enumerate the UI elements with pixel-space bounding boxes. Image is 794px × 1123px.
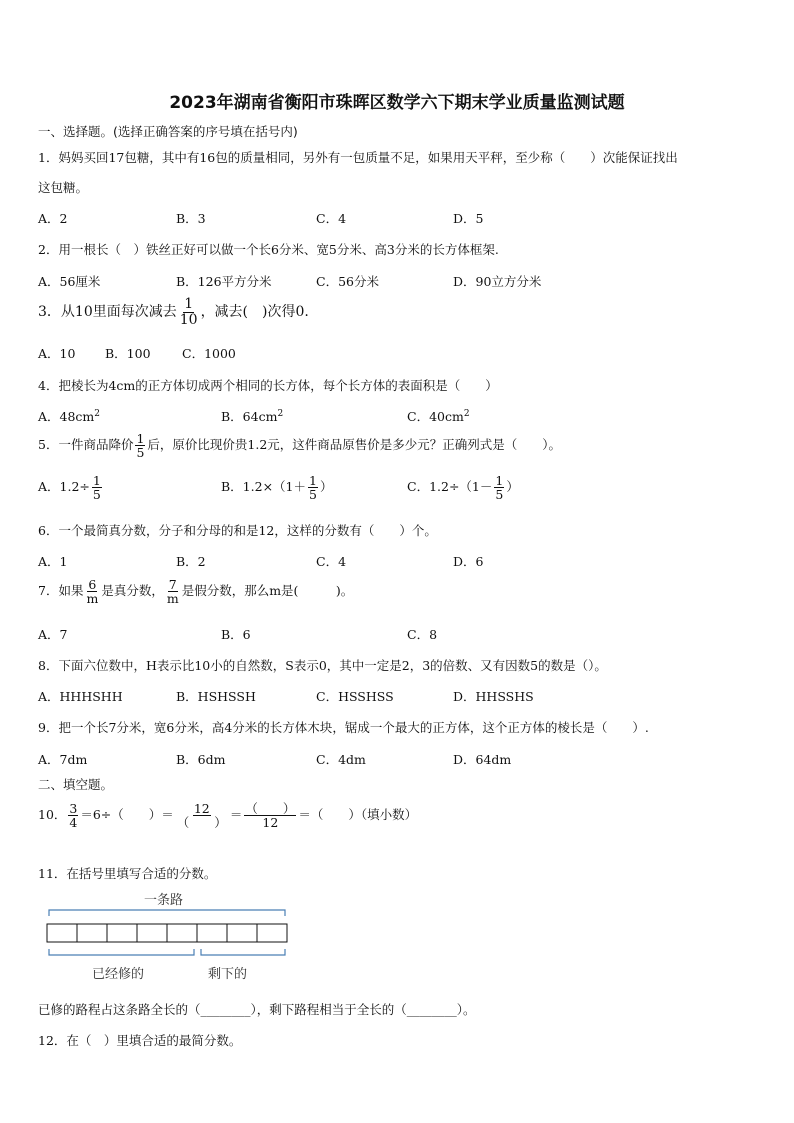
question-3-option-c: C．1000 xyxy=(182,346,236,361)
question-10-text: 10． $\frac{3}{4}$ ＝6÷（ ）＝ $\frac{12}{( )}$ ＝ $\frac{( )}{12}$ ＝（ ）（填小数） xyxy=(38,801,418,831)
question-5-option-c: C．1.2÷（1－ $\frac{1}{5}$ ） xyxy=(407,473,519,503)
question-11-answer: 已修的路程占这条路全长的（________），剩下路程相当于全长的（________）。 xyxy=(38,1002,476,1017)
question-9-text: 9．把一个长7分米，宽6分米，高4分米的长方体木块，锯成一个最大的正方体，这个正方体的棱长是（ ）. xyxy=(38,720,649,735)
section-heading-fill: 二、填空题。 xyxy=(38,777,114,792)
question-3-option-a: A．10 xyxy=(38,346,76,361)
question-4-option-b: B．$64cm^2$ xyxy=(221,408,284,424)
question-5-option-b: B．1.2×（1＋ $\frac{1}{5}$ ） xyxy=(221,473,333,503)
question-7-option-c: C．8 xyxy=(407,627,438,642)
question-1-option-a: A．2 xyxy=(38,211,68,226)
road-divisions xyxy=(77,924,257,942)
question-7-text: 7．如果 $\frac{6}{m}$ 是真分数， $\frac{7}{m}$ 是假分数，那么m是( )。 xyxy=(38,577,354,607)
question-3-post: ，减去( )次得0. xyxy=(200,304,309,321)
fraction-3-4: $\frac{3}{4}$ xyxy=(69,801,78,831)
question-2-text: 2．用一根长（ ）铁丝正好可以做一个长6分米、宽5分米、高3分米的长方体框架. xyxy=(38,242,499,257)
question-8-option-d: D．HHSSHS xyxy=(453,689,534,704)
page-title: 2023年湖南省衡阳市珠晖区数学六下期末学业质量监测试题 xyxy=(169,93,625,113)
question-2-option-a: A．56厘米 xyxy=(38,274,101,289)
question-2-option-c: C．56分米 xyxy=(316,274,379,289)
road-top-brace xyxy=(49,910,285,916)
fraction-12-blank: $\frac{12}{( )}$ xyxy=(176,801,227,831)
fraction-1-5: $\frac{1}{5}$ xyxy=(136,431,145,461)
question-9-option-d: D．64dm xyxy=(453,752,512,767)
question-5-text: 5．一件商品降价 $\frac{1}{5}$ 后，原价比现价贵1.2元，这件商品原售价是多少元？正确列式是（ ）。 xyxy=(38,431,562,461)
road-left-brace xyxy=(201,949,285,955)
question-8-option-c: C．HSSHSS xyxy=(316,689,394,704)
question-6-option-d: D．6 xyxy=(453,554,484,569)
fraction-blank-12: $\frac{( )}{12}$ xyxy=(245,801,296,831)
fraction-7-m: $\frac{7}{m}$ xyxy=(166,577,179,607)
question-9-option-a: A．7dm xyxy=(38,752,88,767)
question-11-text: 11．在括号里填写合适的分数。 xyxy=(38,866,217,881)
question-6-option-b: B．2 xyxy=(176,554,206,569)
section-heading-choice: 一、选择题。(选择正确答案的序号填在括号内) xyxy=(38,124,298,139)
question-5-option-a: A．1.2÷ $\frac{1}{5}$ xyxy=(38,473,101,503)
question-4-option-a: A．$48cm^2$ xyxy=(38,408,101,424)
question-4-option-c: C．$40cm^2$ xyxy=(407,408,470,424)
fraction-1-10: $\frac{1}{10}$ xyxy=(179,296,198,328)
question-1-option-d: D．5 xyxy=(453,211,484,226)
question-12-text: 12．在（ ）里填合适的最简分数。 xyxy=(38,1033,242,1048)
question-4-text: 4．把棱长为4cm的正方体切成两个相同的长方体，每个长方体的表面积是（ ） xyxy=(38,378,498,393)
question-2-option-d: D．90立方分米 xyxy=(453,274,542,289)
road-done-brace xyxy=(49,949,194,955)
question-9-option-c: C．4dm xyxy=(316,752,366,767)
done-label: 已经修的 xyxy=(92,967,145,982)
question-1-option-b: B．3 xyxy=(176,211,206,226)
question-3-text xyxy=(38,297,309,327)
question-1-option-c: C．4 xyxy=(316,211,347,226)
question-7-option-b: B．6 xyxy=(221,627,251,642)
question-1-text-cont: 这包糖。 xyxy=(38,180,89,195)
question-8-option-a: A．HHHSHH xyxy=(38,689,123,704)
question-6-option-c: C．4 xyxy=(316,554,347,569)
question-1-text: 1．妈妈买回17包糖，其中有16包的质量相同，另外有一包质量不足，如果用天平秤，至少称（ ）次能保证找出 xyxy=(38,150,678,165)
road-label: 一条路 xyxy=(144,893,184,908)
left-label: 剩下的 xyxy=(208,967,248,982)
question-7-option-a: A．7 xyxy=(38,627,68,642)
question-6-text: 6．一个最简真分数，分子和分母的和是12，这样的分数有（ ）个。 xyxy=(38,523,437,538)
question-8-text: 8．下面六位数中，H表示比10小的自然数，S表示0，其中一定是2，3的倍数、又有因数5的数是（）。 xyxy=(38,658,607,673)
question-9-option-b: B．6dm xyxy=(176,752,226,767)
question-3-pre: 3．从10里面每次减去 xyxy=(38,304,177,321)
question-3-option-b: B．100 xyxy=(105,346,151,361)
question-8-option-b: B．HSHSSH xyxy=(176,689,256,704)
fraction-6-m: $\frac{6}{m}$ xyxy=(86,577,99,607)
question-6-option-a: A．1 xyxy=(38,554,68,569)
question-2-option-b: B．126平方分米 xyxy=(176,274,272,289)
